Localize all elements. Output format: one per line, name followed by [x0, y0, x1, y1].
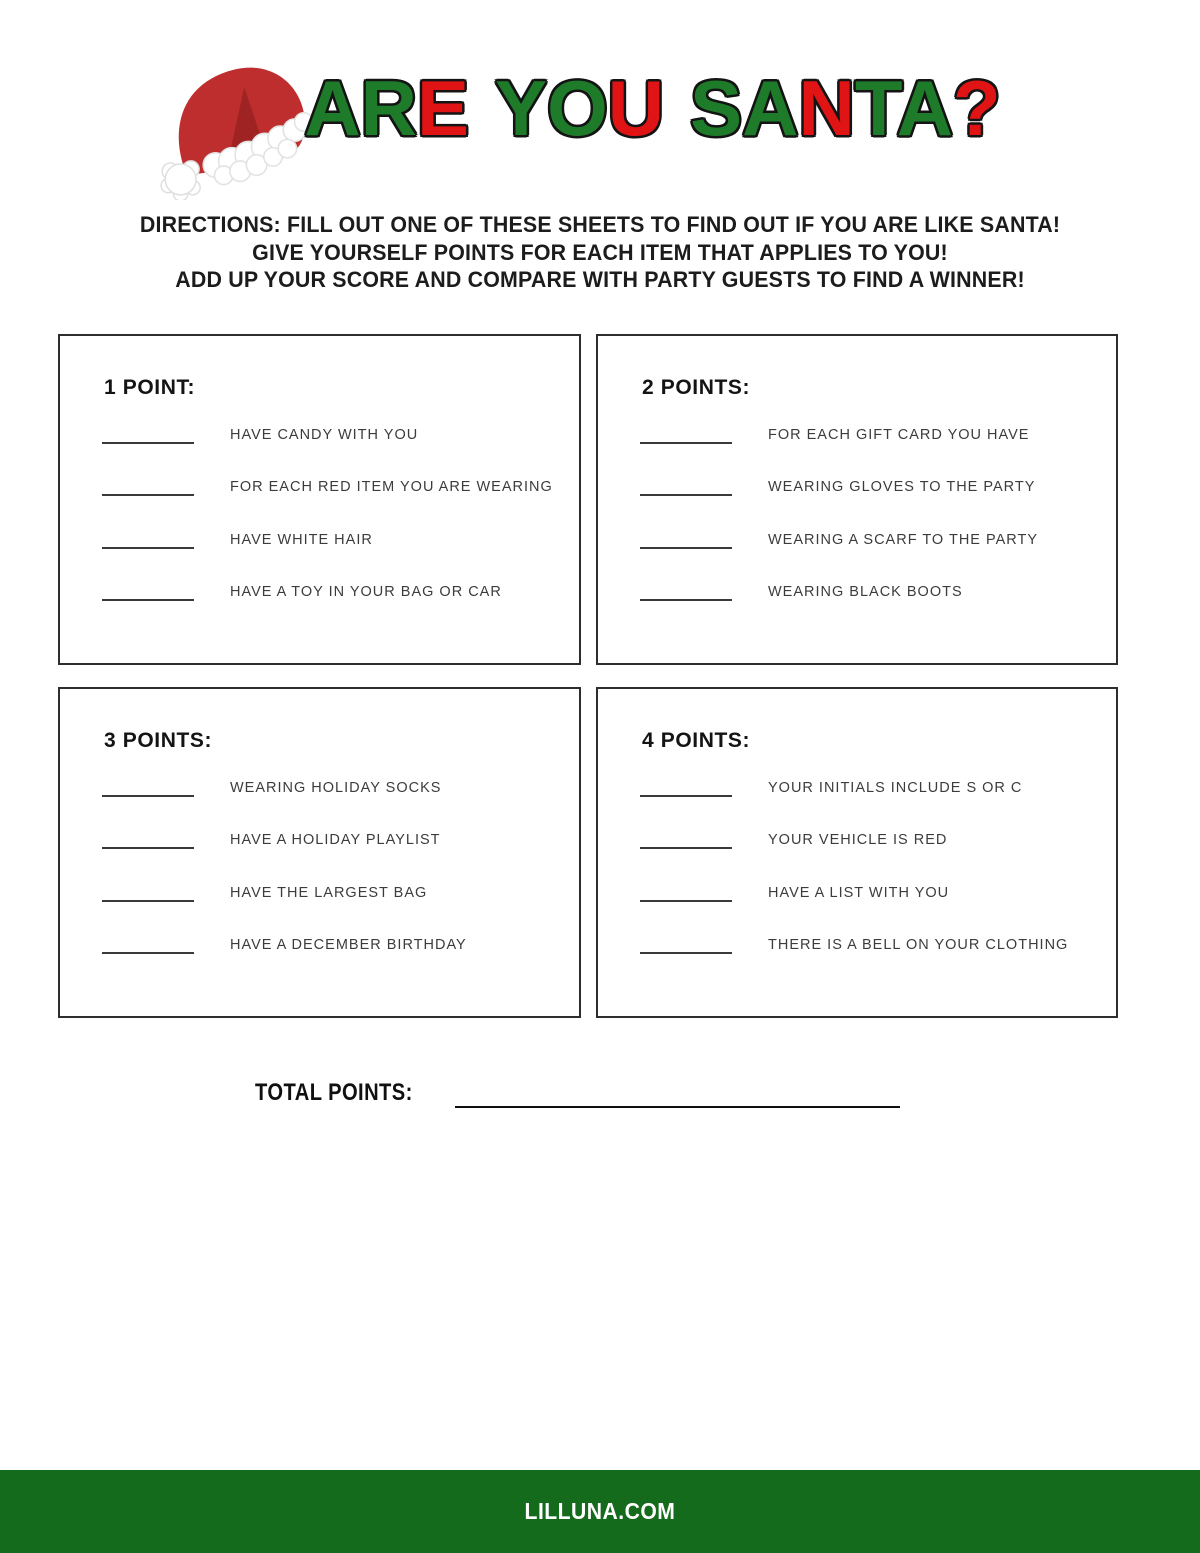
points-box-heading: 4 POINTS: [642, 729, 751, 752]
checklist-row [598, 549, 1116, 602]
checklist-item-label: WEARING BLACK BOOTS [768, 584, 963, 600]
answer-blank [640, 599, 732, 601]
checklist-row [598, 849, 1116, 902]
answer-blank [640, 795, 732, 797]
checklist-item-label: YOUR INITIALS INCLUDE S OR C [768, 779, 1023, 796]
answer-blank [102, 900, 194, 902]
checklist-row [60, 902, 579, 955]
checklist-rows [60, 744, 579, 954]
total-points-label: TOTAL POINTS: [255, 1079, 413, 1106]
checklist-row [598, 902, 1116, 955]
checklist-row [60, 444, 579, 497]
title-letter: U [607, 64, 665, 152]
checklist-item-label: WEARING HOLIDAY SOCKS [230, 779, 442, 796]
answer-blank [102, 795, 194, 797]
points-box-2 [596, 334, 1118, 665]
checklist-item-label: HAVE CANDY WITH YOU [230, 426, 419, 443]
points-box-3 [58, 687, 581, 1018]
checklist-item-label: HAVE A HOLIDAY PLAYLIST [230, 832, 441, 848]
checklist-row [598, 444, 1116, 497]
checklist-item-label: HAVE A LIST WITH YOU [768, 884, 950, 901]
answer-blank [102, 599, 194, 601]
directions-line3: ADD UP YOUR SCORE AND COMPARE WITH PARTY GUESTS TO FIND A WINNER! [175, 267, 1025, 292]
checklist-rows [598, 391, 1116, 601]
title-letter: S [690, 64, 743, 152]
checklist-item-label: THERE IS A BELL ON YOUR CLOTHING [768, 937, 1069, 953]
title-letter: Y [495, 64, 548, 152]
checklist-row [60, 496, 579, 549]
points-box-1 [58, 334, 581, 665]
answer-blank [640, 847, 732, 849]
footer-site-label: LILLUNA.COM [524, 1498, 676, 1524]
footer [0, 1470, 1200, 1553]
checklist-row [598, 744, 1116, 797]
checklist-row [60, 797, 579, 850]
checklist-row [60, 391, 579, 444]
checklist-item-label: WEARING A SCARF TO THE PARTY [768, 531, 1038, 548]
checklist-item-label: HAVE A DECEMBER BIRTHDAY [230, 937, 467, 953]
points-box-heading: 3 POINTS: [104, 729, 213, 752]
points-box-heading: 1 POINT: [104, 376, 196, 399]
checklist-rows [60, 391, 579, 601]
directions-text [30, 211, 1170, 294]
checklist-row [60, 849, 579, 902]
checklist-rows [598, 744, 1116, 954]
checklist-row [60, 549, 579, 602]
checklist-row [60, 744, 579, 797]
title-letter: T [854, 64, 897, 152]
title-letter: A [304, 64, 361, 152]
directions-line2: GIVE YOURSELF POINTS FOR EACH ITEM THAT APPLIES TO YOU! [252, 239, 948, 265]
directions-label: DIRECTIONS: [139, 212, 281, 237]
title-letters [304, 64, 1001, 152]
checklist-item-label: HAVE THE LARGEST BAG [230, 884, 428, 901]
total-points-blank [455, 1106, 900, 1108]
answer-blank [102, 847, 194, 849]
total-points [255, 1079, 443, 1107]
answer-blank [102, 547, 194, 549]
title-letter: E [417, 64, 470, 152]
answer-blank [102, 494, 194, 496]
answer-blank [640, 952, 732, 954]
checklist-row [598, 391, 1116, 444]
points-boxes [58, 334, 1118, 1018]
answer-blank [640, 547, 732, 549]
title-letter: A [742, 64, 799, 152]
checklist-row [598, 797, 1116, 850]
checklist-item-label: FOR EACH GIFT CARD YOU HAVE [768, 426, 1030, 443]
points-box-heading: 2 POINTS: [642, 376, 751, 399]
checklist-item-label: HAVE WHITE HAIR [230, 531, 373, 548]
points-box-4 [596, 687, 1118, 1018]
title-letter: A [896, 64, 954, 152]
title-letter: R [360, 64, 418, 152]
checklist-item-label: FOR EACH RED ITEM YOU ARE WEARING [230, 479, 553, 495]
answer-blank [640, 900, 732, 902]
answer-blank [640, 494, 732, 496]
answer-blank [102, 442, 194, 444]
title-letter: O [547, 64, 608, 152]
directions-line1: FILL OUT ONE OF THESE SHEETS TO FIND OUT IF YOU ARE LIKE SANTA! [280, 212, 1061, 237]
checklist-item-label: WEARING GLOVES TO THE PARTY [768, 479, 1036, 495]
title-letter: N [798, 64, 855, 152]
page-title [280, 52, 1025, 164]
checklist-item-label: YOUR VEHICLE IS RED [768, 832, 948, 848]
checklist-row [598, 496, 1116, 549]
title-letter: ? [953, 64, 1001, 152]
answer-blank [640, 442, 732, 444]
checklist-item-label: HAVE A TOY IN YOUR BAG OR CAR [230, 584, 502, 600]
answer-blank [102, 952, 194, 954]
